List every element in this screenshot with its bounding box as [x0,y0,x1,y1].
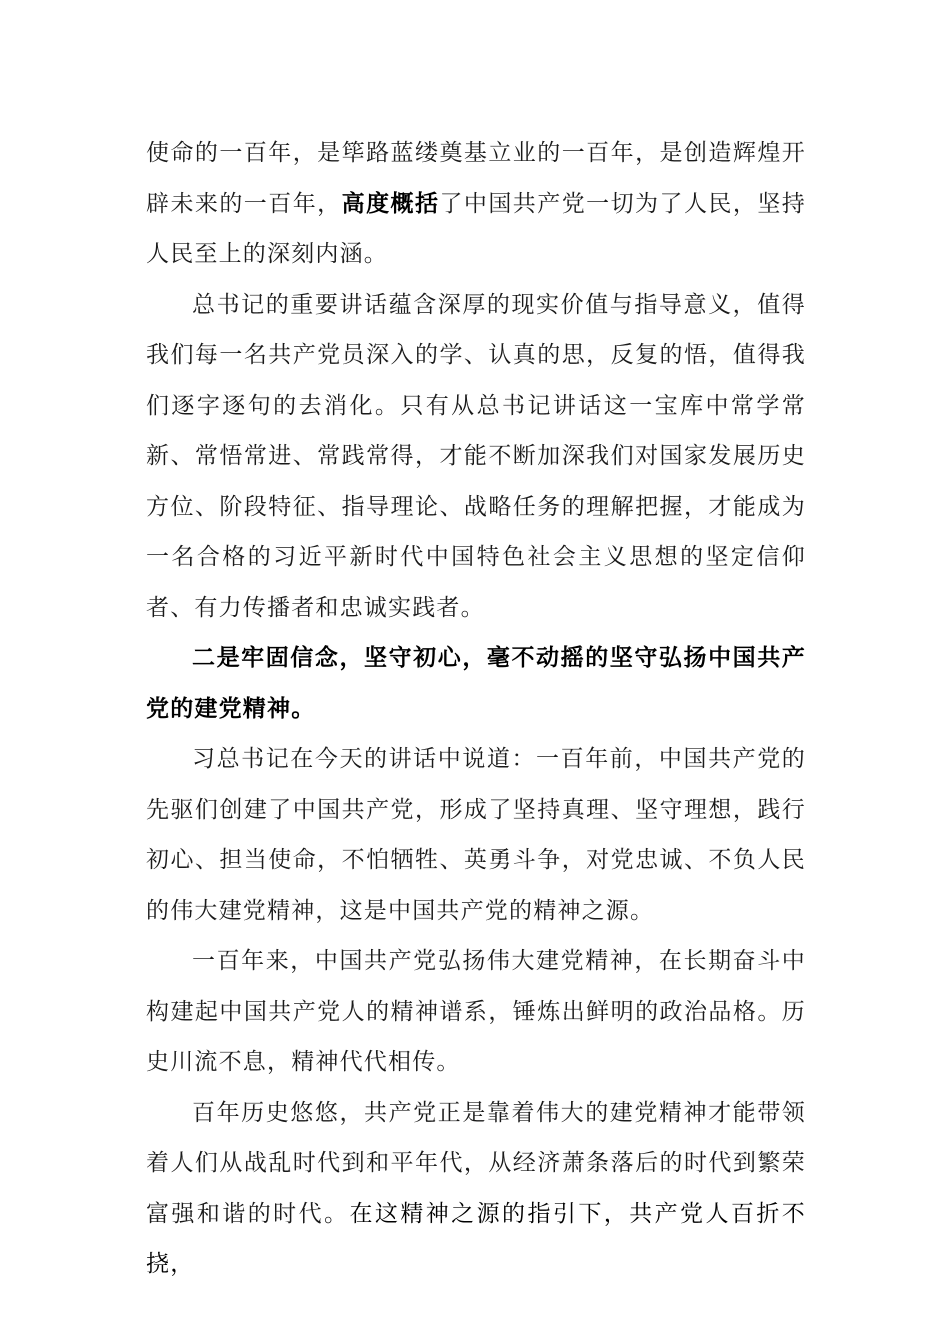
document-body [146,128,806,1290]
paragraph-1-text-a: 使命的一百年，是筚路蓝缕奠基立业的一百年，是创造辉煌开辟未来的一百年， [146,140,806,217]
paragraph-2: 总书记的重要讲话蕴含深厚的现实价值与指导意义，值得我们每一名共产党员深入的学、认真的思，反复的悟，值得我们逐字逐句的去消化。只有从总书记讲话这一宝库中常学常新、常悟常进、常践常得，才能不断加深我们对国家发展历史方位、阶段特征、指导理论、战略任务的理解把握，才能成为一名合格的习近平新时代中国特色社会主义思想的坚定信仰者、有力传播者和忠诚实践者。 [146,291,806,621]
paragraph-1-text-b: 了中国共产党一切为了人民，坚持人民至上的深刻内涵。 [146,190,806,267]
section-heading-2: 二是牢固信念，坚守初心，毫不动摇的坚守弘扬中国共产党的建党精神。 [146,645,806,722]
paragraph-5-text-b: 在这精神之源的指引下，共产党人百折不挠， [146,1200,806,1277]
paragraph-1 [146,128,806,280]
paragraph-3: 习总书记在今天的讲话中说道：一百年前，中国共产党的先驱们创建了中国共产党，形成了坚持真理、坚守理想，践行初心、担当使命，不怕牺牲、英勇斗争，对党忠诚、不负人民的伟大建党精神，这是中国共产党的精神之源。 [146,746,806,924]
paragraph-4: 一百年来，中国共产党弘扬伟大建党精神，在长期奋斗中构建起中国共产党人的精神谱系，锤炼出鲜明的政治品格。历史川流不息，精神代代相传。 [146,948,806,1075]
paragraph-5 [146,1088,806,1290]
paragraph-5-text-a: 百年历史悠悠，共产党正是靠着伟大的建党精神才能带领着人们从战乱时代到和平年代，从经济萧条落后的时代到繁荣富强和谐的时代。 [146,1099,806,1227]
paragraph-1-emphasis: 高度概括 [341,190,440,217]
